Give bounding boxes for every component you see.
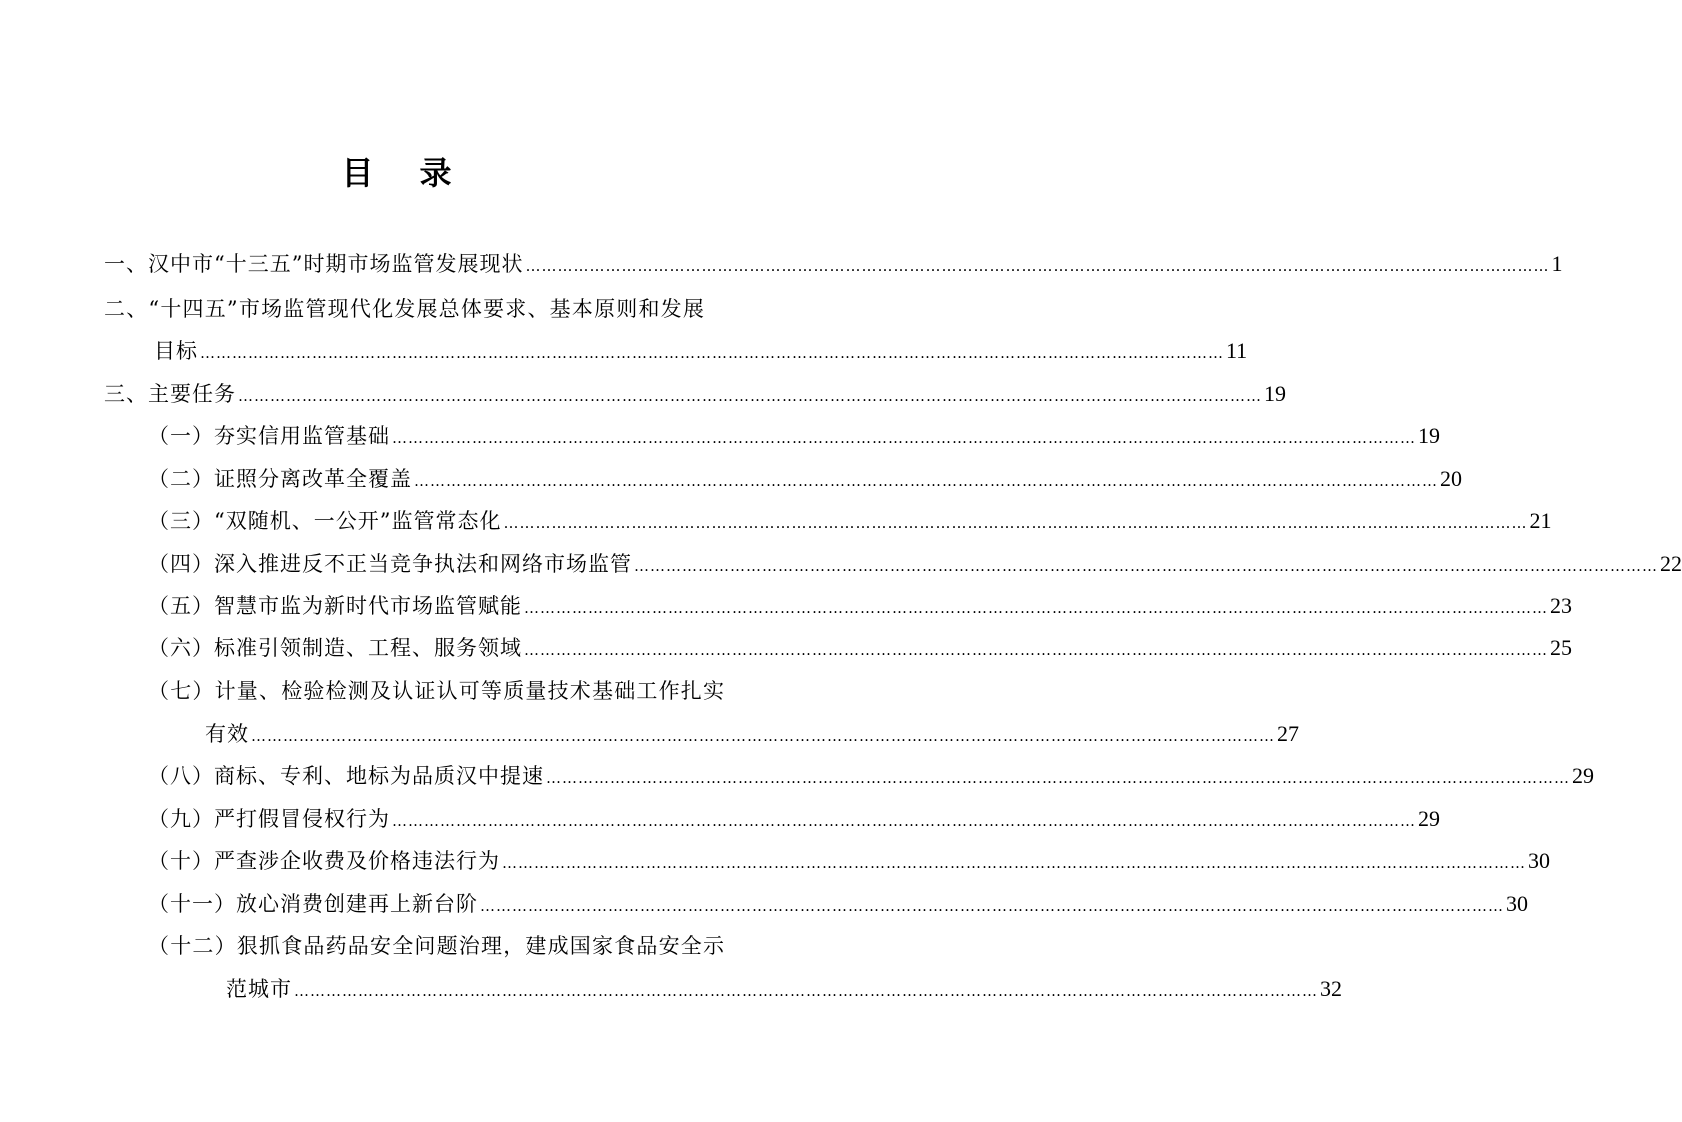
toc-leader-dots: ………………………………………………………………………………………………………………………………………………………………………… [414,472,1438,490]
toc-page-number: 22 [1660,551,1682,576]
toc-leader-dots: ………………………………………………………………………………………………………………………………………………………………………… [480,897,1504,915]
toc-leader-dots: ………………………………………………………………………………………………………………………………………………………………………… [524,641,1548,659]
toc-entry-3-11[interactable] [148,878,1528,918]
toc-entry-label: （七）计量、检验检测及认证认可等质量技术基础工作扎实 [148,679,726,703]
toc-leader-dots: ………………………………………………………………………………………………………………………………………………………………………… [251,727,1275,745]
toc-entry-label: （一）夯实信用监管基础 [148,424,390,448]
toc-page-number: 25 [1550,635,1572,660]
toc-page-number: 1 [1551,251,1563,276]
toc-entry-label: （十）严查涉企收费及价格违法行为 [148,849,500,873]
toc-leader-dots: ………………………………………………………………………………………………………………………………………………………………………… [392,429,1416,447]
toc-entry-section-2-cont[interactable] [154,325,1248,365]
toc-entry-label: （八）商标、专利、地标为品质汉中提速 [148,764,544,788]
toc-entry-label: 三、主要任务 [104,382,236,406]
toc-entry-3-7[interactable] [148,665,726,705]
toc-page-number: 29 [1418,806,1440,831]
toc-page-number: 29 [1572,763,1594,788]
toc-entry-label: 一、汉中市“十三五”时期市场监管发展现状 [104,252,524,276]
toc-entry-section-2[interactable] [104,283,706,323]
toc-leader-dots: ………………………………………………………………………………………………………………………………………………………………………… [238,387,1262,405]
toc-leader-dots: ………………………………………………………………………………………………………………………………………………………………………… [634,557,1658,575]
toc-entry-label: （五）智慧市监为新时代市场监管赋能 [148,594,522,618]
toc-page-number: 19 [1418,423,1440,448]
toc-page-number: 23 [1550,593,1572,618]
toc-leader-dots: ………………………………………………………………………………………………………………………………………………………………………… [200,344,1224,362]
toc-entry-3-4[interactable] [148,538,1682,578]
toc-entry-label: （十二）狠抓食品药品安全问题治理，建成国家食品安全示 [148,934,726,958]
toc-entry-label: （二）证照分离改革全覆盖 [148,467,412,491]
toc-entry-3-12[interactable] [148,920,726,960]
toc-entry-3-8[interactable] [148,750,1594,790]
toc-leader-dots: ………………………………………………………………………………………………………………………………………………………………………… [546,769,1570,787]
toc-entry-label: （四）深入推进反不正当竞争执法和网络市场监管 [148,552,632,576]
toc-entry-3-1[interactable] [148,410,1440,450]
toc-title [0,148,793,194]
toc-entry-label: 二、“十四五”市场监管现代化发展总体要求、基本原则和发展 [104,297,706,321]
toc-leader-dots: ………………………………………………………………………………………………………………………………………………………………………… [294,982,1318,1000]
toc-leader-dots: ………………………………………………………………………………………………………………………………………………………………………… [502,854,1526,872]
toc-leader-dots: ………………………………………………………………………………………………………………………………………………………………………… [503,514,1528,532]
toc-leader-dots: ………………………………………………………………………………………………………………………………………………………………………… [525,257,1550,275]
toc-entry-3-2[interactable] [148,453,1462,493]
toc-entry-label: 目标 [154,339,198,363]
toc-title-char-1: 目 [341,154,374,192]
toc-entry-label: （九）严打假冒侵权行为 [148,807,390,831]
toc-entry-3-5[interactable] [148,580,1572,620]
toc-leader-dots: ………………………………………………………………………………………………………………………………………………………………………… [524,599,1548,617]
toc-page-number: 30 [1528,848,1550,873]
toc-page-number: 27 [1277,721,1299,746]
toc-title-char-2: 录 [419,154,452,192]
toc-entry-label: （六）标准引领制造、工程、服务领域 [148,636,522,660]
toc-page-number: 20 [1440,466,1462,491]
toc-entry-3-7-cont[interactable] [205,708,1299,748]
toc-entry-label: （十一）放心消费创建再上新台阶 [148,892,478,916]
toc-entry-section-3[interactable] [104,368,1286,408]
toc-entry-label: 有效 [205,722,249,746]
toc-entry-3-12-cont[interactable] [226,963,1342,1003]
toc-entry-label: （三）“双随机、一公开”监管常态化 [148,509,502,533]
toc-entry-3-6[interactable] [148,622,1572,662]
toc-entry-label: 范城市 [226,977,292,1001]
toc-page-number: 30 [1506,891,1528,916]
toc-entry-section-1[interactable] [104,238,1563,278]
toc-page-number: 32 [1320,976,1342,1001]
toc-page-number: 21 [1529,508,1552,533]
toc-leader-dots: ………………………………………………………………………………………………………………………………………………………………………… [392,812,1416,830]
toc-entry-3-3[interactable] [148,495,1552,535]
toc-entry-3-9[interactable] [148,793,1440,833]
toc-page-number: 19 [1264,381,1286,406]
toc-entry-3-10[interactable] [148,835,1550,875]
toc-page-number: 11 [1226,338,1248,363]
